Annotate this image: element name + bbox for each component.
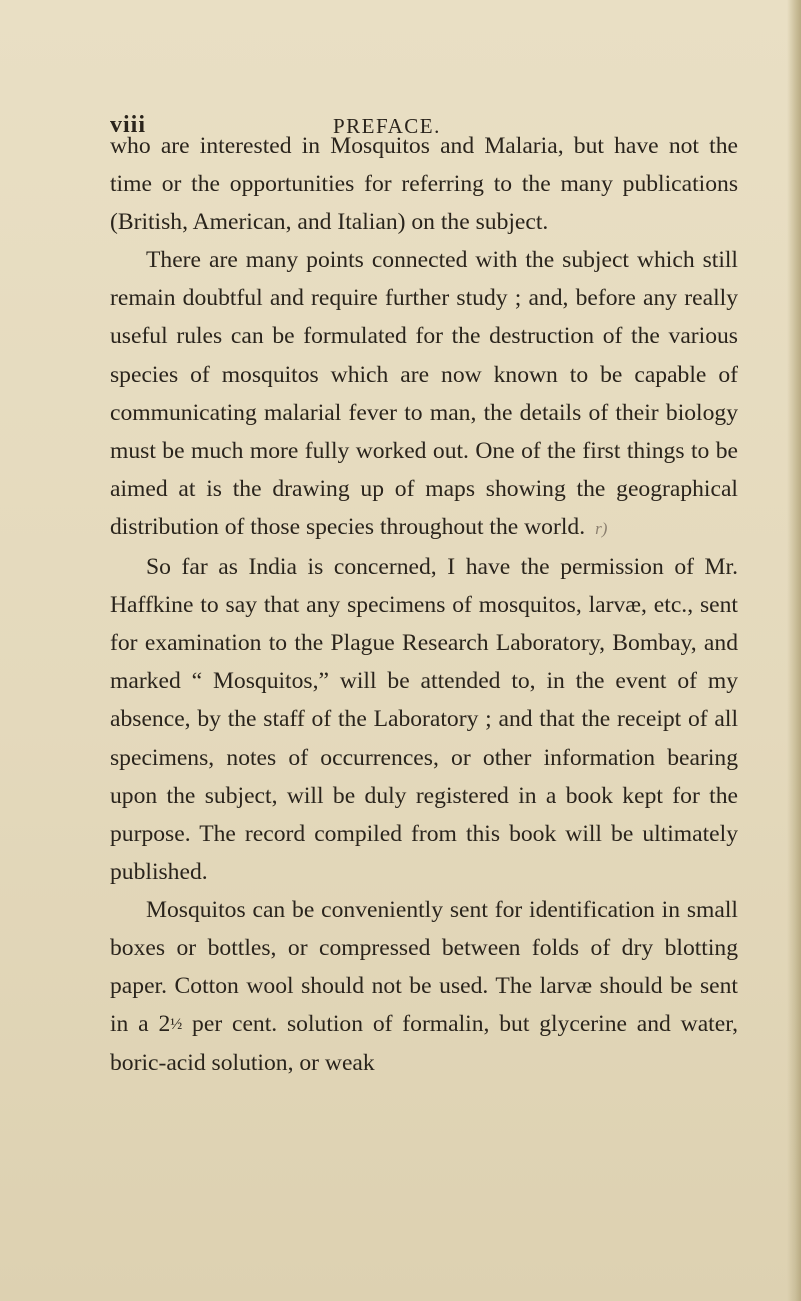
paragraph-india: So far as India is concerned, I have the permission of Mr. Haffkine to say that any specimens of mosquitos, larvæ, etc., sent for examination to the Plague Research Laboratory, Bombay, and marked “ Mosquitos,” will be attended to, in the event of my absence, by the staff of the Laboratory ; and that the receipt of all specimens, notes of occurrences, or other information bearing upon the subject, will be duly registered in a book kept for the purpose. The record compiled from this book will be ultimately published. (110, 554, 738, 885)
paragraph-text: There are many points connected with the subject which still remain doubtful and require further study ; and, before any really useful rules can be formulated for the destruction of the various species of mosquitos which are now known to be capable of communicating malarial fever to man, the details of their biology must be much more fully worked out. One of the first things to be aimed at is the drawing up of maps showing the geographical distribution of those species throughout the world. (110, 247, 738, 540)
page-number: viii (110, 112, 147, 138)
paragraph-further-study (110, 241, 738, 548)
running-head: PREFACE. (333, 114, 441, 138)
fraction-half: ½ (170, 1016, 183, 1034)
paragraph-sending-specimens (110, 891, 738, 1082)
body-text (110, 127, 738, 1082)
pencil-mark: r) (595, 518, 608, 538)
paragraph-text-end: per cent. solution of formalin, but glycerine and water, boric-acid solution, or weak (110, 1011, 739, 1077)
page-edge-shadow (787, 0, 801, 1301)
paragraph-continued: who are interested in Mosquitos and Malaria, but have not the time or the opportunities for referring to the many publications (British, American, and Italian) on the subject. (110, 133, 738, 236)
paragraph-text-start: Mosquitos can be conveniently sent for identification in small boxes or bottles, or compressed between folds of dry blotting paper. Cotton wool should not be used. The larvæ should be sent in a 2 (110, 896, 738, 1038)
